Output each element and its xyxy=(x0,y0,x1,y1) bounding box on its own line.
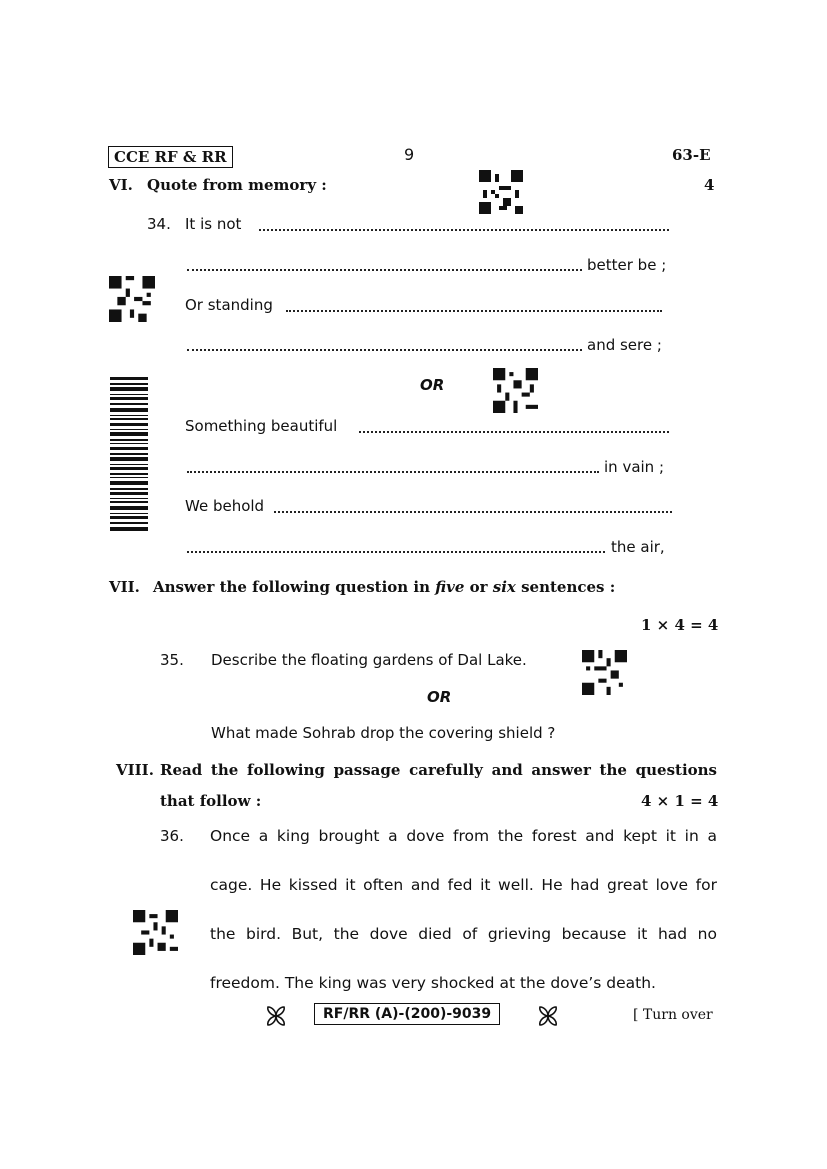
alt-line-4-tail: the air, xyxy=(611,538,665,556)
footer-code: RF/RR (A)-(200)-9039 xyxy=(323,1006,492,1022)
question-34-number: 34. xyxy=(147,215,171,233)
ornament-icon xyxy=(537,1005,559,1031)
answer-blank[interactable] xyxy=(187,349,582,351)
section-8-title-line2: that follow : xyxy=(160,792,262,810)
question-35-alt-text: What made Sohrab drop the covering shield ? xyxy=(211,724,556,742)
section-8-roman: VIII. xyxy=(116,761,154,779)
answer-blank[interactable] xyxy=(187,269,582,271)
answer-blank[interactable] xyxy=(187,551,605,553)
answer-blank[interactable] xyxy=(286,310,662,312)
page-number: 9 xyxy=(404,145,415,164)
section-6-marks: 4 xyxy=(704,176,715,194)
answer-blank[interactable] xyxy=(259,229,669,231)
alt-line-2-tail: in vain ; xyxy=(604,458,665,476)
passage-line: cage. He kissed it often and fed it well. He had great love for xyxy=(210,876,717,894)
section-6-roman: VI. xyxy=(109,176,133,194)
section-7-title: Answer the following question in five or six sentences : xyxy=(153,578,616,596)
qr-code-icon xyxy=(479,170,523,214)
paper-code-box xyxy=(108,146,233,168)
quote-line-4-tail: and sere ; xyxy=(587,336,662,354)
subject-code: 63-E xyxy=(672,146,711,164)
alt-line-1-lead: Something beautiful xyxy=(185,417,338,435)
question-35-text: Describe the floating gardens of Dal Lake. xyxy=(211,651,527,669)
passage-line: freedom. The king was very shocked at the dove’s death. xyxy=(210,974,656,992)
turn-over-label: [ Turn over xyxy=(633,1007,713,1023)
section-8-marks: 4 × 1 = 4 xyxy=(641,792,719,810)
section-8-title-line1: Read the following passage carefully and answer the questions xyxy=(160,761,717,779)
question-35-number: 35. xyxy=(160,651,184,669)
paper-code: CCE RF & RR xyxy=(114,148,227,166)
passage-line: the bird. But, the dove died of grieving because it had no xyxy=(210,925,717,943)
section-7-roman: VII. xyxy=(109,578,140,596)
answer-blank[interactable] xyxy=(187,471,599,473)
quote-line-2-tail: better be ; xyxy=(587,256,667,274)
passage-line: Once a king brought a dove from the forest and kept it in a xyxy=(210,827,717,845)
barcode-icon xyxy=(110,377,148,533)
qr-code-icon xyxy=(109,276,155,322)
footer-code-box xyxy=(314,1003,500,1025)
qr-code-icon xyxy=(133,910,178,955)
ornament-icon xyxy=(265,1005,287,1031)
or-label: OR xyxy=(427,688,452,706)
answer-blank[interactable] xyxy=(274,511,672,513)
section-7-marks: 1 × 4 = 4 xyxy=(641,616,719,634)
or-label: OR xyxy=(420,376,445,394)
question-36-number: 36. xyxy=(160,827,184,845)
answer-blank[interactable] xyxy=(359,431,669,433)
alt-line-3-lead: We behold xyxy=(185,497,265,515)
quote-line-3-lead: Or standing xyxy=(185,296,273,314)
qr-code-icon xyxy=(493,368,538,413)
section-6-title: Quote from memory : xyxy=(147,176,327,194)
quote-line-1-lead: It is not xyxy=(185,215,242,233)
qr-code-icon xyxy=(582,650,627,695)
